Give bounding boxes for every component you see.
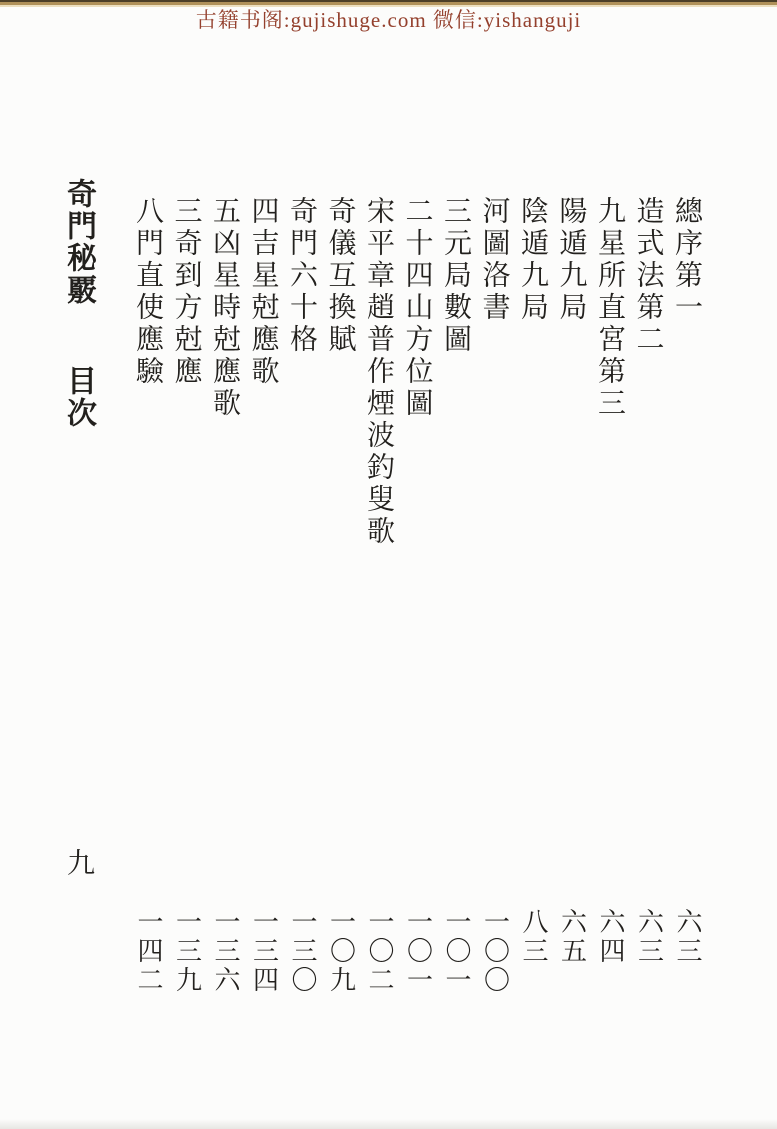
toc-entry-page-number (511, 908, 550, 1018)
toc-entry-title (126, 196, 165, 816)
toc-entry-page-number (395, 908, 434, 1018)
toc-entry-title (164, 196, 203, 816)
toc-entry-page-number (164, 908, 203, 1018)
toc-entry-title-text: 二十四山方位圖 (401, 196, 433, 420)
toc-entry-title-text: 四吉星尅應歌 (247, 196, 279, 388)
toc-title-columns (125, 196, 703, 816)
toc-entry-title-text: 八門直使應驗 (132, 196, 163, 388)
toc-entry-page-number (203, 908, 242, 1018)
toc-entry-title-text: 陰遁九局 (517, 196, 548, 324)
folio-number: 九 (63, 848, 94, 876)
toc-entry-title (472, 196, 511, 816)
toc-entry-title (357, 196, 396, 816)
toc-heading: 目次 (62, 365, 95, 429)
toc-entry-title (318, 196, 357, 816)
toc-entry-title-text: 三元局數圖 (440, 196, 471, 356)
toc-entry-page-text: 一三六 (211, 908, 240, 995)
toc-entry-title (241, 196, 280, 816)
toc-entry-page-text: 一〇二 (365, 908, 394, 995)
toc-entry-title-text: 五凶星時尅應歌 (209, 196, 240, 420)
toc-entry-page-text: 六三 (673, 908, 702, 966)
toc-entry-title-text: 陽遁九局 (555, 196, 587, 324)
toc-entry-page-number (626, 908, 665, 1018)
toc-entry-title (549, 196, 588, 816)
toc-entry-page-text: 六三 (634, 908, 664, 966)
scan-bottom-shading (0, 1119, 777, 1129)
toc-entry-page-text: 一〇一 (442, 908, 471, 995)
toc-entry-page-number (434, 908, 473, 1018)
toc-entry-page-number (357, 908, 396, 1018)
toc-entry-title-text: 河圖洛書 (478, 196, 510, 324)
toc-entry-title-text: 三奇到方尅應 (170, 196, 202, 388)
toc-entry-title (203, 196, 242, 816)
toc-entry-page-text: 一〇一 (403, 908, 433, 995)
toc-entry-page-text: 一三四 (249, 908, 279, 995)
toc-entry-page-number (472, 908, 511, 1018)
toc-entry-title (626, 196, 665, 816)
toc-entry-title-text: 宋平章趙普作煙波釣叟歌 (363, 196, 394, 548)
toc-entry-title (511, 196, 550, 816)
toc-entry-title-text: 總序第一 (671, 196, 702, 324)
book-title: 奇門秘覈 (62, 178, 95, 306)
toc-entry-page-number (588, 908, 627, 1018)
toc-entry-title-text: 奇門六十格 (286, 196, 317, 356)
toc-entry-page-number (665, 908, 704, 1018)
toc-entry-title (588, 196, 627, 816)
toc-entry-page-text: 一〇九 (326, 908, 356, 995)
toc-entry-title-text: 九星所直宮第三 (594, 196, 625, 420)
toc-entry-page-text: 一〇〇 (480, 908, 510, 995)
toc-entry-page-number (241, 908, 280, 1018)
toc-entry-page-text: 一三九 (172, 908, 202, 995)
toc-entry-page-text: 八三 (519, 908, 548, 966)
toc-entry-page-number (549, 908, 588, 1018)
toc-entry-page-number (280, 908, 319, 1018)
toc-entry-page-text: 一三〇 (288, 908, 317, 995)
toc-entry-title-text: 奇儀互換賦 (324, 196, 356, 356)
toc-entry-page-text: 六五 (557, 908, 587, 966)
toc-entry-title (395, 196, 434, 816)
toc-entry-page-number (318, 908, 357, 1018)
toc-entry-title (280, 196, 319, 816)
toc-entry-page-number (126, 908, 165, 1018)
toc-entry-title-text: 造式法第二 (632, 196, 664, 356)
toc-entry-page-text: 一四二 (134, 908, 163, 995)
book-title-block (58, 178, 98, 638)
toc-entry-page-text: 六四 (596, 908, 625, 966)
watermark-header: 古籍书阁:gujishuge.com 微信:yishanguji (195, 8, 582, 32)
toc-page-number-columns (125, 908, 703, 1018)
top-border-band (0, 0, 777, 7)
toc-entry-title (665, 196, 704, 816)
toc-entry-title (434, 196, 473, 816)
